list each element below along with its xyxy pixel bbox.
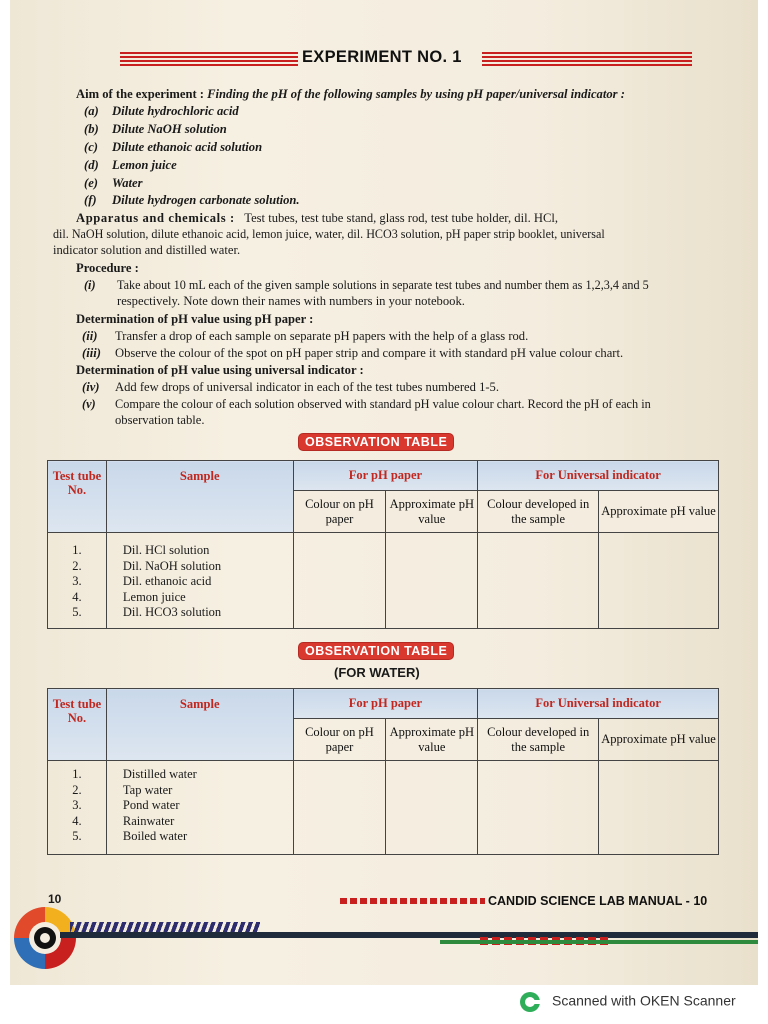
aim-item-label: (c) xyxy=(84,140,98,154)
apparatus-text-1: Test tubes, test tube stand, glass rod, test tube holder, dil. HCl, xyxy=(244,211,559,225)
procedure-step-1 xyxy=(84,277,649,294)
col-sample: Sample xyxy=(106,689,293,761)
blank-cell xyxy=(478,533,599,629)
sub-approx-universal: Approximate pH value xyxy=(599,491,719,533)
procedure-step-5 xyxy=(82,396,651,413)
step-label: (iii) xyxy=(82,346,101,360)
blank-cell xyxy=(599,761,719,855)
sub-colour-on-ph-paper: Colour on pH paper xyxy=(293,719,386,761)
header-stripes-left xyxy=(120,52,298,66)
experiment-header xyxy=(120,48,720,72)
procedure-step-2 xyxy=(82,328,528,345)
scanned-page xyxy=(10,0,758,985)
aim-text: Finding the pH of the following samples by using pH paper/universal indicator : xyxy=(207,87,625,101)
aim-label: Aim of the experiment : xyxy=(76,87,204,101)
procedure-step-4 xyxy=(82,379,499,396)
apparatus-line-1 xyxy=(76,210,558,227)
aim-item-d xyxy=(84,157,177,174)
sample-name: Boiled water xyxy=(122,829,188,843)
apparatus-label: Apparatus and chemicals : xyxy=(76,211,235,225)
header-stripes-right xyxy=(482,52,692,66)
apparatus-line-3: indicator solution and distilled water. xyxy=(53,243,241,257)
sub-approx-ph-paper: Approximate pH value xyxy=(386,491,478,533)
sub-colour-developed: Colour developed in the sample xyxy=(478,719,599,761)
aim-item-label: (b) xyxy=(84,122,99,136)
book-title-text: CANDID SCIENCE LAB MANUAL - 10 xyxy=(488,894,708,908)
book-title xyxy=(488,894,707,908)
observation-table-2 xyxy=(47,688,719,855)
sample-name: Dil. HCl solution xyxy=(122,543,210,557)
col-test-tube: Test tube No. xyxy=(48,689,107,761)
tube-number: 2. xyxy=(72,782,82,797)
observation-table-1 xyxy=(47,460,719,629)
step-label: (iv) xyxy=(82,380,100,394)
sample-name: Dil. HCO3 solution xyxy=(122,605,222,619)
sub-colour-on-ph-paper: Colour on pH paper xyxy=(293,491,386,533)
sample-name: Tap water xyxy=(122,782,173,797)
blank-cell xyxy=(386,761,478,855)
tube-number: 2. xyxy=(72,558,82,573)
sample-name: Dil. ethanoic acid xyxy=(122,574,212,588)
tube-number: 4. xyxy=(72,813,82,828)
step-label: (ii) xyxy=(82,329,98,343)
sub-approx-ph-paper: Approximate pH value xyxy=(386,719,478,761)
sample-names xyxy=(106,761,293,855)
sub-colour-developed: Colour developed in the sample xyxy=(478,491,599,533)
footer-stripe xyxy=(70,922,260,932)
universal-indicator-heading: Determination of pH value using universal indicator : xyxy=(76,363,364,377)
col-ph-paper: For pH paper xyxy=(293,689,478,719)
procedure-step-5-cont: observation table. xyxy=(115,413,205,427)
aim-line xyxy=(76,86,625,103)
step-text: Transfer a drop of each sample on separate pH papers with the help of a glass rod. xyxy=(115,329,529,343)
tube-numbers xyxy=(48,533,107,629)
procedure-step-3 xyxy=(82,345,623,362)
step-label: (v) xyxy=(82,397,96,411)
tube-numbers xyxy=(48,761,107,855)
observation-table-badge-water: OBSERVATION TABLE xyxy=(299,643,453,659)
tube-number: 1. xyxy=(72,543,82,557)
col-test-tube: Test tube No. xyxy=(48,461,107,533)
footer-green-line xyxy=(440,940,758,944)
blank-cell xyxy=(386,533,478,629)
step-text: Observe the colour of the spot on pH paper strip and compare it with standard pH value colour chart. xyxy=(115,346,624,360)
col-universal-indicator: For Universal indicator xyxy=(478,689,719,719)
blank-cell xyxy=(478,761,599,855)
aim-item-label: (e) xyxy=(84,176,98,190)
aim-item-text: Water xyxy=(112,176,143,190)
aim-item-text: Dilute ethanoic acid solution xyxy=(112,140,263,154)
step-label: (i) xyxy=(84,278,96,292)
tube-number: 1. xyxy=(72,767,82,781)
aim-item-label: (d) xyxy=(84,158,99,172)
sample-name: Dil. NaOH solution xyxy=(122,558,222,573)
aim-item-f xyxy=(84,192,300,209)
apparatus-line-2: dil. NaOH solution, dilute ethanoic acid, lemon juice, water, dil. HCO3 solution, pH paper strip booklet, universal xyxy=(53,227,605,241)
tube-number: 3. xyxy=(72,574,82,588)
aim-item-e xyxy=(84,175,143,192)
col-sample: Sample xyxy=(106,461,293,533)
footer-line xyxy=(60,932,758,938)
sample-name: Rainwater xyxy=(122,813,175,828)
tube-number: 4. xyxy=(72,589,82,604)
step-text: Take about 10 mL each of the given sample solutions in separate test tubes and number them as 1,2,3,4 and 5 xyxy=(117,278,649,292)
col-ph-paper: For pH paper xyxy=(293,461,478,491)
aim-item-label: (a) xyxy=(84,104,99,118)
page-number: 10 xyxy=(48,892,62,906)
tube-number: 5. xyxy=(72,605,82,619)
table-subtitle-water: (FOR WATER) xyxy=(334,665,420,680)
aim-item-text: Dilute NaOH solution xyxy=(112,122,227,136)
aim-item-text: Lemon juice xyxy=(112,158,177,172)
tube-number: 5. xyxy=(72,829,82,843)
blank-cell xyxy=(293,533,386,629)
sample-name: Distilled water xyxy=(122,767,197,781)
scanner-logo-icon xyxy=(518,990,542,1014)
tube-number: 3. xyxy=(72,798,82,812)
aim-item-b xyxy=(84,121,227,138)
aim-item-a xyxy=(84,103,239,120)
footer-red-blocks xyxy=(340,898,485,904)
step-text: Add few drops of universal indicator in each of the test tubes numbered 1-5. xyxy=(115,380,499,394)
col-universal-indicator: For Universal indicator xyxy=(478,461,719,491)
scanner-text: Scanned with OKEN Scanner xyxy=(552,992,736,1009)
sub-approx-universal: Approximate pH value xyxy=(599,719,719,761)
blank-cell xyxy=(599,533,719,629)
aim-item-c xyxy=(84,139,262,156)
sample-name: Lemon juice xyxy=(122,589,186,604)
blank-cell xyxy=(293,761,386,855)
publisher-logo-icon xyxy=(12,905,78,971)
procedure-heading: Procedure : xyxy=(76,261,139,275)
sample-name: Pond water xyxy=(122,798,180,812)
ph-paper-heading: Determination of pH value using pH paper : xyxy=(76,312,314,326)
step-text: Compare the colour of each solution observed with standard pH value colour chart. Record the pH of each in xyxy=(115,397,651,411)
procedure-step-1-cont: respectively. Note down their names with numbers in your notebook. xyxy=(117,294,465,308)
aim-item-label: (f) xyxy=(84,193,97,207)
aim-item-text: Dilute hydrogen carbonate solution. xyxy=(112,193,300,207)
experiment-title: EXPERIMENT NO. 1 xyxy=(302,48,462,66)
aim-item-text: Dilute hydrochloric acid xyxy=(112,104,239,118)
observation-table-badge: OBSERVATION TABLE xyxy=(299,434,453,450)
sample-names xyxy=(106,533,293,629)
scanner-watermark xyxy=(518,990,736,1014)
